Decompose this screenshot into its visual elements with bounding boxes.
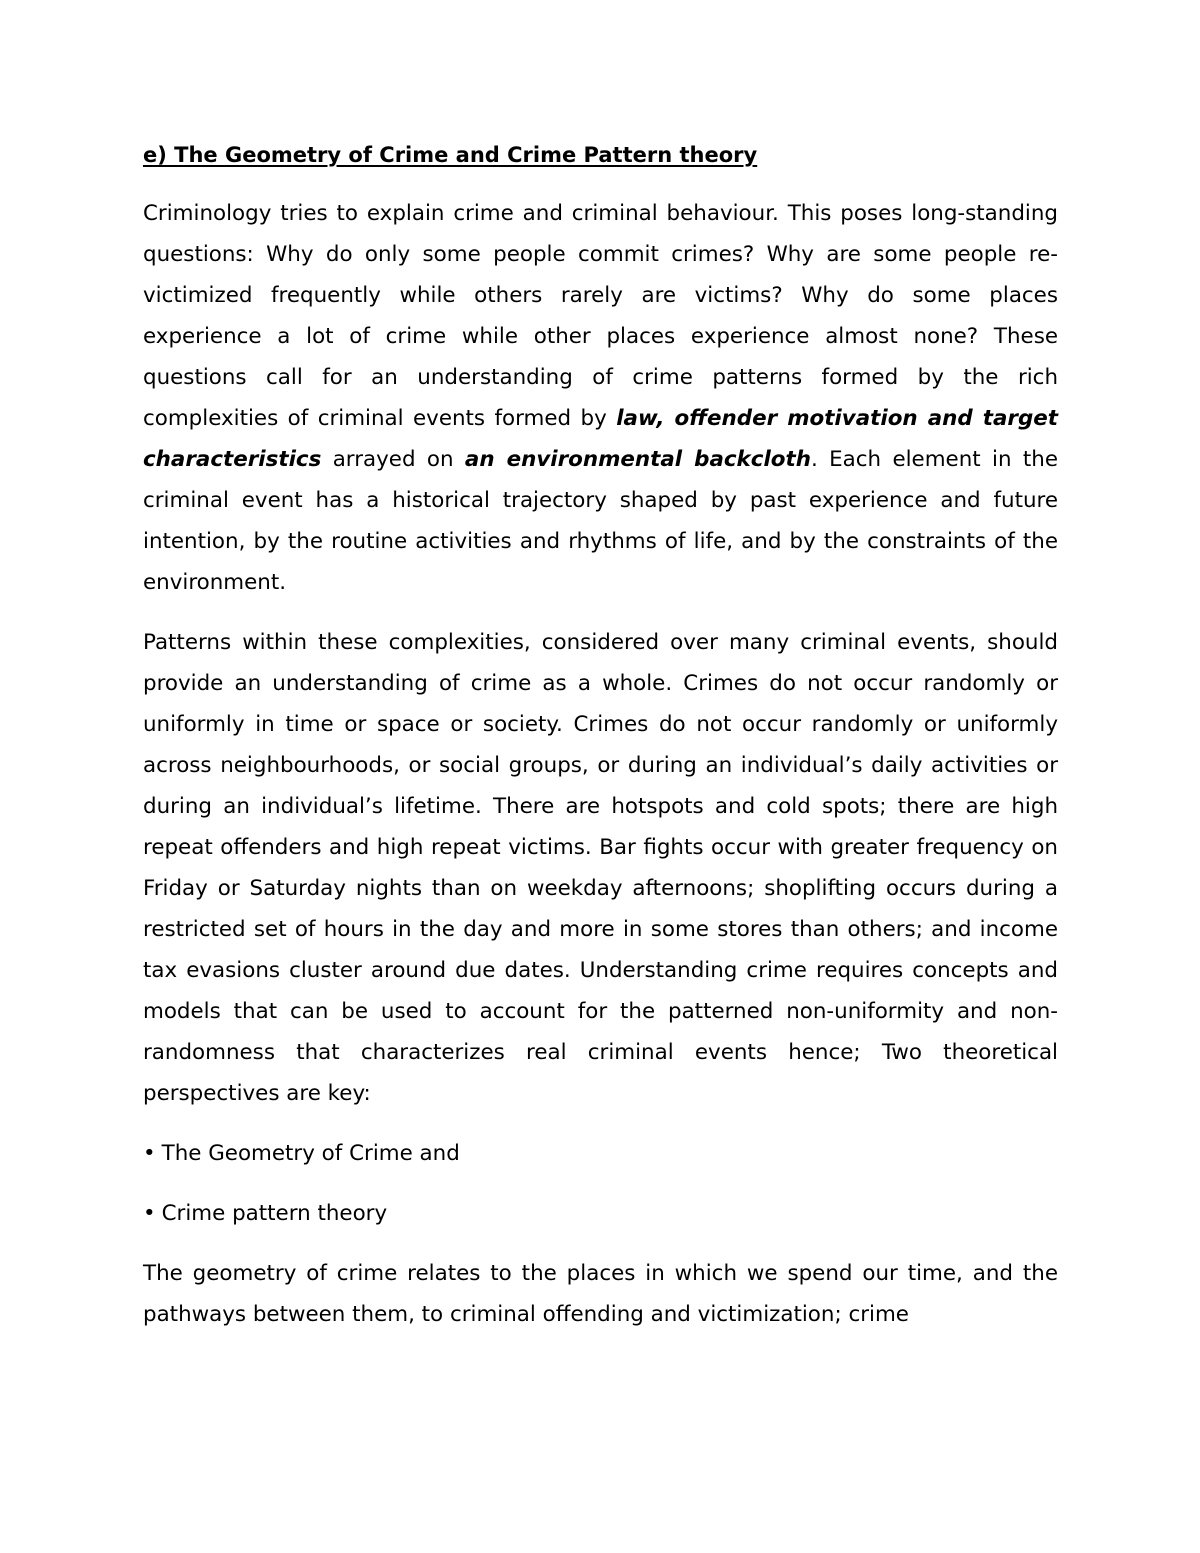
paragraph-patterns: Patterns within these complexities, considered over many criminal events, should provide an understanding of crime as a whole. Crimes do not occur randomly or uniformly in time or space or society. Crimes do not occur randomly or uniformly across neighbourhoods, or social groups, or during an individual’s daily activities or during an individual’s lifetime. There are hotspots and cold spots; there are high repeat offenders and high repeat victims. Bar fights occur with greater frequency on Friday or Saturday nights than on weekday afternoons; shoplifting occurs during a restricted set of hours in the day and more in some stores than others; and income tax evasions cluster around due dates. Understanding crime requires concepts and models that can be used to account for the patterned non-uniformity and non-randomness that characterizes real criminal events hence; Two theoretical perspectives are key:	[143, 630, 1058, 1106]
emphasis-environmental-backcloth: an environmental backcloth	[464, 447, 811, 472]
paragraph-geometry: The geometry of crime relates to the places in which we spend our time, and the pathways between them, to criminal offending and victimization; crime	[143, 1261, 1058, 1327]
bullet-text: Crime pattern theory	[161, 1201, 388, 1226]
section-heading: e) The Geometry of Crime and Crime Pattern theory	[143, 143, 758, 167]
bullet-item-geometry	[143, 1133, 1058, 1174]
emphasis-law-motivation-target: law, offender motivation and target characteristics	[143, 406, 1058, 472]
bullet-icon: •	[143, 1201, 156, 1226]
paragraph-intro-text-d: . Each element in the criminal event has a historical trajectory shaped by past experience and future intention, by the routine activities and rhythms of life, and by the constraints of the environment.	[143, 447, 1058, 595]
document-page	[143, 136, 1058, 1354]
bullet-text: The Geometry of Crime and	[161, 1141, 460, 1166]
paragraph-intro	[143, 193, 1058, 603]
bullet-item-crime-pattern	[143, 1193, 1058, 1234]
paragraph-intro-text-a: Criminology tries to explain crime and criminal behaviour. This poses long-standing questions: Why do only some people commit crimes? Why are some people re-victimized frequently while others rarely are victims? Why do some places experience a lot of crime while other places experience almost none? These questions call for an understanding of crime patterns formed by the rich complexities of criminal events formed by	[143, 201, 1058, 431]
bullet-icon: •	[143, 1141, 156, 1166]
paragraph-intro-text-c: arrayed on	[321, 447, 465, 472]
